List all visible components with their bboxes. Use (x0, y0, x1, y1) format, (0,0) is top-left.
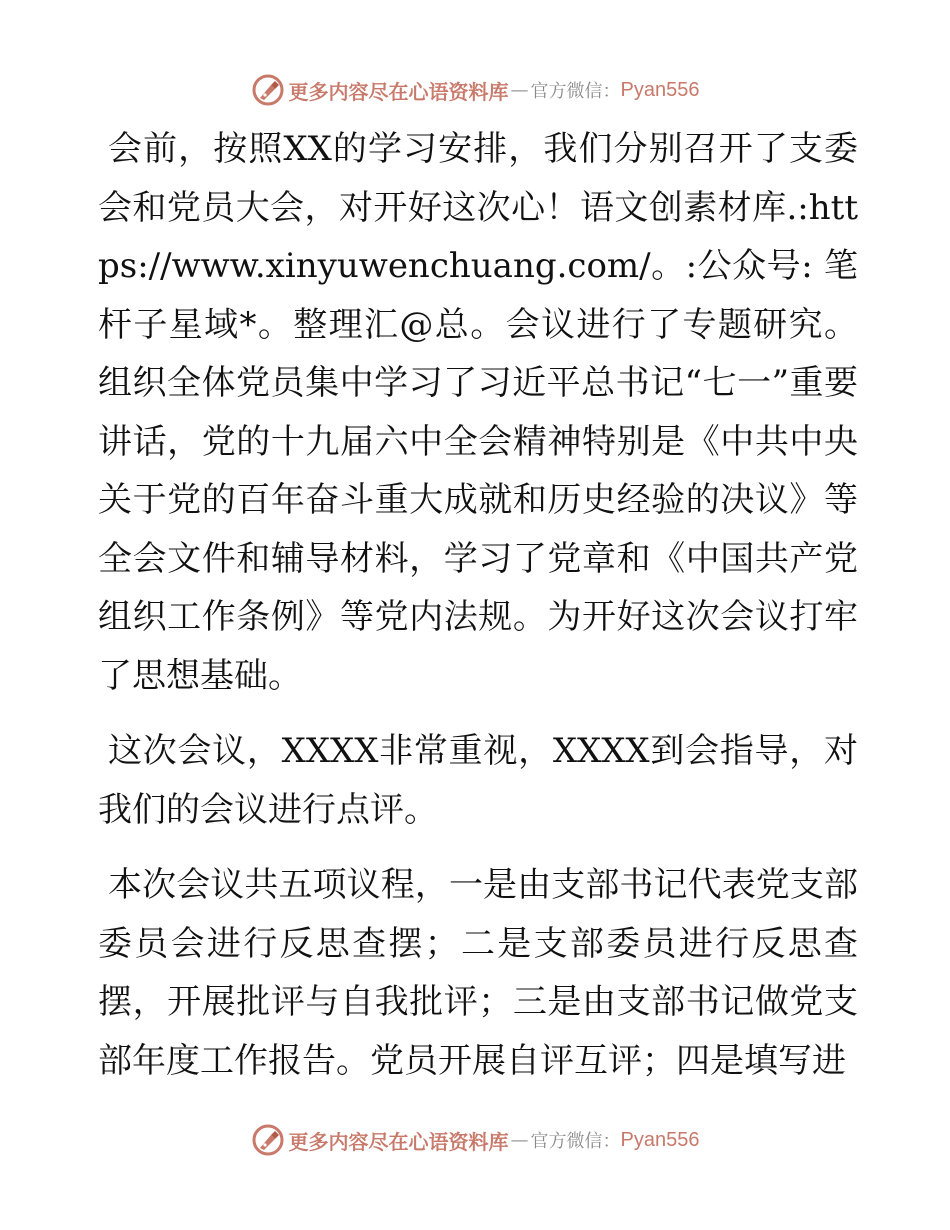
footer-banner (0, 1120, 950, 1160)
paragraph-meeting-importance: 这次会议，XXXX非常重视，XXXX到会指导，对我们的会议进行点评。 (98, 731, 858, 830)
banner-separator: — (510, 79, 529, 101)
banner-official-label: 官方微信： (530, 81, 621, 102)
banner-official-label: 官方微信： (530, 1131, 621, 1152)
banner-wechat-id: Pyan556 (620, 78, 700, 101)
pen-nib-logo-icon (251, 1123, 285, 1157)
banner-wechat-id: Pyan556 (620, 1128, 700, 1151)
paragraph-agenda: 本次会议共五项议程，一是由支部书记代表党支部委员会进行反思查摆；二是支部委员进行反思查摆，开展批评与自我批评；三是由支部书记做党支部年度工作报告。党员开展自评互评；四是填写进 (98, 865, 858, 1081)
document-body (98, 120, 858, 1090)
header-banner (0, 70, 950, 110)
paragraph-study-preparation: 会前，按照XX的学习安排，我们分别召开了支委会和党员大会，对开好这次心！语文创素材库.:https://www.xinyuwenchuang.com/。:公众号: 笔杆子星域*。整理汇@总。会议进行了专题研究。组织全体党员集中学习了习近平总书记“七一”重要讲话，党的十九届六中全会精神特别是《中共中央关于党的百年奋斗重大成就和历史经验的决议》等全会文件和辅导材料，学习了党章和《中国共产党组织工作条例》等党内法规。为开好这次会议打牢了思想基础。 (98, 129, 858, 696)
banner-main-text: 更多内容尽在心语资料库 (288, 1129, 509, 1154)
banner-main-text: 更多内容尽在心语资料库 (288, 79, 509, 104)
pen-nib-logo-icon (251, 73, 285, 107)
banner-separator: — (510, 1129, 529, 1151)
